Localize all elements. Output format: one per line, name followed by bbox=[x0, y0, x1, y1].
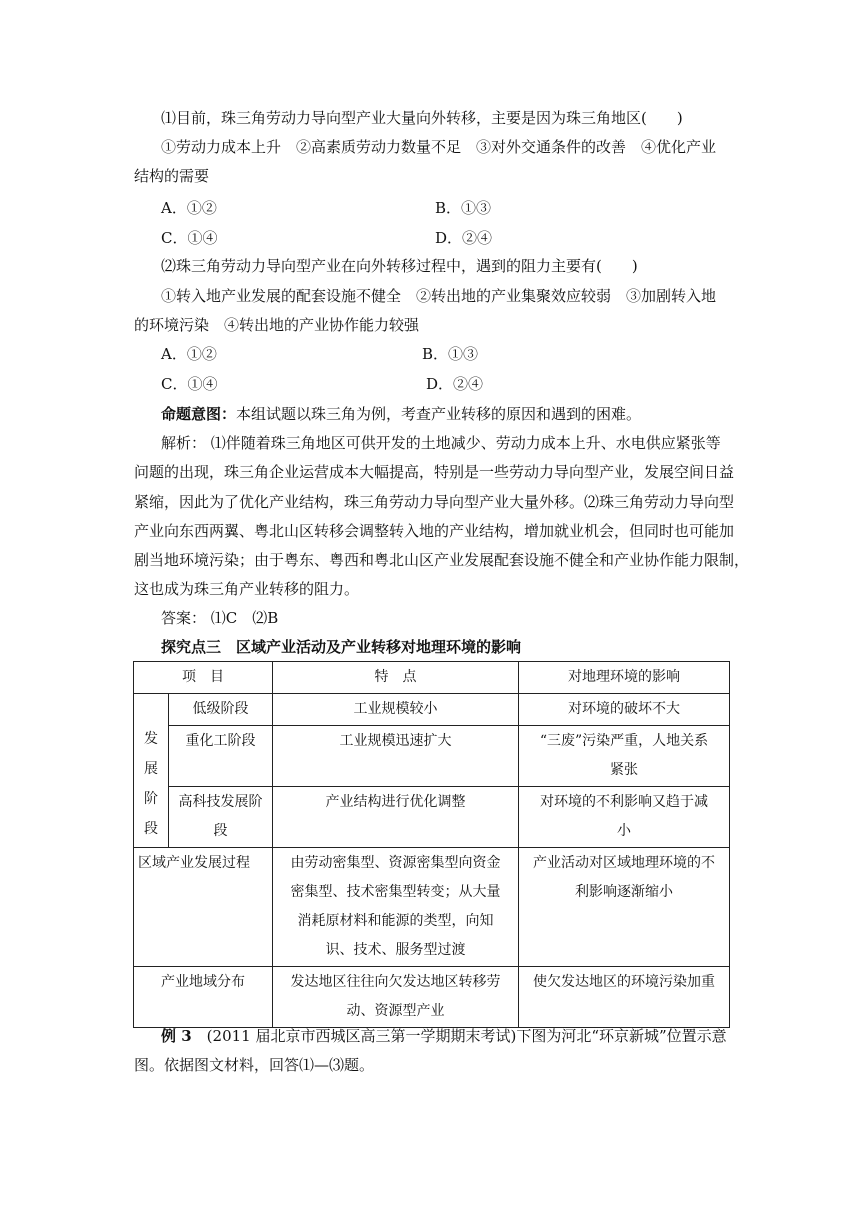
intent-line bbox=[161, 402, 641, 426]
question-1-option-c: C．①④ bbox=[161, 229, 218, 247]
question-2-stem: ⑵珠三角劳动力导向型产业在向外转移过程中，遇到的阻力主要有( ) bbox=[161, 257, 638, 275]
stage-name: 高科技发展阶段 bbox=[169, 787, 273, 848]
process-name: 区域产业发展过程 bbox=[134, 848, 273, 967]
stage-group-char: 展 bbox=[144, 761, 158, 777]
question-1-option-b: B．①③ bbox=[435, 199, 492, 217]
analysis-line-6: 这也成为珠三角产业转移的阻力。 bbox=[134, 580, 360, 598]
process-feature: 由劳动密集型、资源密集型向资金密集型、技术密集型转变；从大量消耗原材料和能源的类型，向知识、技术、服务型过渡 bbox=[273, 848, 519, 967]
stage-name: 低级阶段 bbox=[169, 694, 273, 726]
table-header-feature: 特 点 bbox=[273, 662, 519, 694]
feature-table bbox=[133, 661, 730, 1028]
question-2-choices-cont: 的环境污染 ④转出地的产业协作能力较强 bbox=[134, 316, 420, 334]
question-2-option-c: C．①④ bbox=[161, 375, 218, 393]
table-row bbox=[134, 726, 730, 787]
intent-label: 命题意图： bbox=[161, 405, 237, 423]
question-1-choices: ①劳动力成本上升 ②高素质劳动力数量不足 ③对外交通条件的改善 ④优化产业 bbox=[161, 138, 717, 156]
stage-impact: “三废”污染严重，人地关系紧张 bbox=[519, 726, 730, 787]
question-2-option-a: A．①② bbox=[161, 345, 217, 363]
question-1-stem: ⑴目前，珠三角劳动力导向型产业大量向外转移，主要是因为珠三角地区( ) bbox=[161, 109, 683, 127]
analysis-line-5: 剧当地环境污染；由于粤东、粤西和粤北山区产业发展配套设施不健全和产业协作能力限制， bbox=[134, 551, 750, 569]
distribution-name: 产业地域分布 bbox=[134, 967, 273, 1028]
question-2-choices: ①转入地产业发展的配套设施不健全 ②转出地的产业集聚效应较弱 ③加剧转入地 bbox=[161, 287, 717, 305]
analysis-line-3: 紧缩，因此为了优化产业结构，珠三角劳动力导向型产业大量外移。⑵珠三角劳动力导向型 bbox=[134, 493, 735, 511]
stage-name: 重化工阶段 bbox=[169, 726, 273, 787]
section-title: 探究点三 区域产业活动及产业转移对地理环境的影响 bbox=[161, 638, 522, 656]
intent-text: 本组试题以珠三角为例，考查产业转移的原因和遇到的困难。 bbox=[236, 405, 642, 423]
question-2-option-d: D．②④ bbox=[426, 375, 484, 393]
process-impact: 产业活动对区域地理环境的不利影响逐渐缩小 bbox=[519, 848, 730, 967]
stage-group-label bbox=[134, 694, 169, 848]
question-2-option-b: B．①③ bbox=[422, 345, 479, 363]
question-1-option-a: A．①② bbox=[161, 199, 217, 217]
stage-feature: 产业结构进行优化调整 bbox=[273, 787, 519, 848]
table-row bbox=[134, 967, 730, 1028]
table-row bbox=[134, 787, 730, 848]
analysis-line-4: 产业向东西两翼、粤北山区转移会调整转入地的产业结构，增加就业机会，但同时也可能加 bbox=[134, 522, 735, 540]
distribution-feature: 发达地区往往向欠发达地区转移劳动、资源型产业 bbox=[273, 967, 519, 1028]
table-header-item: 项 目 bbox=[134, 662, 273, 694]
stage-group-char: 发 bbox=[144, 731, 158, 747]
table-row bbox=[134, 694, 730, 726]
stage-impact: 对环境的不利影响又趋于减小 bbox=[519, 787, 730, 848]
table-row bbox=[134, 848, 730, 967]
analysis-line-1: 解析： ⑴伴随着珠三角地区可供开发的土地减少、劳动力成本上升、水电供应紧张等 bbox=[161, 434, 721, 452]
example-3-text: (2011 届北京市西城区高三第一学期期末考试)下图为河北“环京新城”位置示意 bbox=[191, 1027, 727, 1045]
stage-impact: 对环境的破坏不大 bbox=[519, 694, 730, 726]
question-1-choices-cont: 结构的需要 bbox=[134, 167, 210, 185]
distribution-impact: 使欠发达地区的环境污染加重 bbox=[519, 967, 730, 1028]
example-3-line-2: 图。依据图文材料，回答⑴—⑶题。 bbox=[134, 1056, 375, 1074]
answer-line: 答案： ⑴C ⑵B bbox=[161, 609, 279, 627]
example-3-label: 例 3 bbox=[161, 1027, 192, 1045]
stage-group-char: 段 bbox=[144, 821, 158, 837]
table-header-row bbox=[134, 662, 730, 694]
question-1-option-d: D．②④ bbox=[435, 229, 493, 247]
table-header-impact: 对地理环境的影响 bbox=[519, 662, 730, 694]
stage-group-char: 阶 bbox=[144, 791, 158, 807]
stage-feature: 工业规模较小 bbox=[273, 694, 519, 726]
example-3-line-1 bbox=[161, 1024, 727, 1048]
analysis-line-2: 问题的出现，珠三角企业运营成本大幅提高，特别是一些劳动力导向型产业，发展空间日益 bbox=[134, 463, 735, 481]
stage-feature: 工业规模迅速扩大 bbox=[273, 726, 519, 787]
